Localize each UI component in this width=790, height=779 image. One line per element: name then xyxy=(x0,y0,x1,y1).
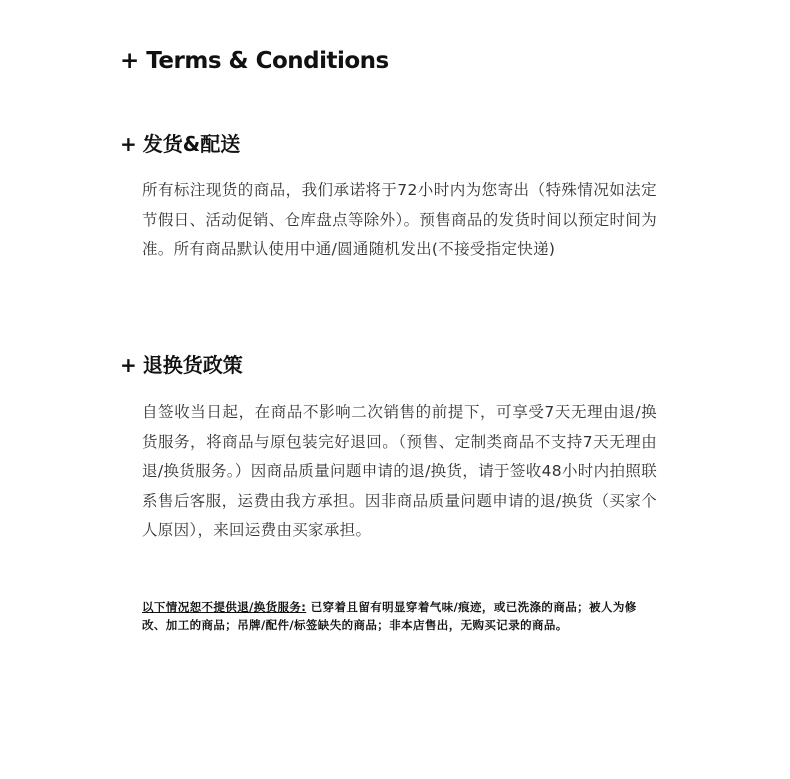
plus-icon: + xyxy=(120,132,137,156)
returns-heading xyxy=(120,349,243,378)
returns-policy-text: 自签收当日起，在商品不影响二次销售的前提下，可享受7天无理由退/换货服务，将商品与原包装完好退回。（预售、定制类商品不支持7天无理由退/换货服务。）因商品质量问题申请的退/换货，请于签收48小时内拍照联系售后客服，运费由我方承担。因非商品质量问题申请的退/换货（买家个人原因），来回运费由买家承担。 xyxy=(142,403,657,539)
shipping-heading xyxy=(120,128,240,157)
shipping-heading-text: 发货&配送 xyxy=(142,132,241,156)
returns-heading-text: 退换货政策 xyxy=(142,353,243,377)
page-title: + Terms & Conditions xyxy=(120,48,389,74)
plus-icon: + xyxy=(120,353,137,377)
exclusions-note-label: 以下情况恕不提供退/换货服务: xyxy=(142,600,307,614)
exclusions-note-text: 已穿着且留有明显穿着气味/痕迹，或已洗涤的商品；被人为修改、加工的商品；吊牌/配件/标签缺失的商品；非本店售出，无购买记录的商品。 xyxy=(142,600,637,632)
shipping-policy-text: 所有标注现货的商品，我们承诺将于72小时内为您寄出（特殊情况如法定节假日、活动促销、仓库盘点等除外）。预售商品的发货时间以预定时间为准。所有商品默认使用中通/圆通随机发出(不接受指定快递) xyxy=(142,181,657,258)
exclusions-note xyxy=(142,598,657,634)
